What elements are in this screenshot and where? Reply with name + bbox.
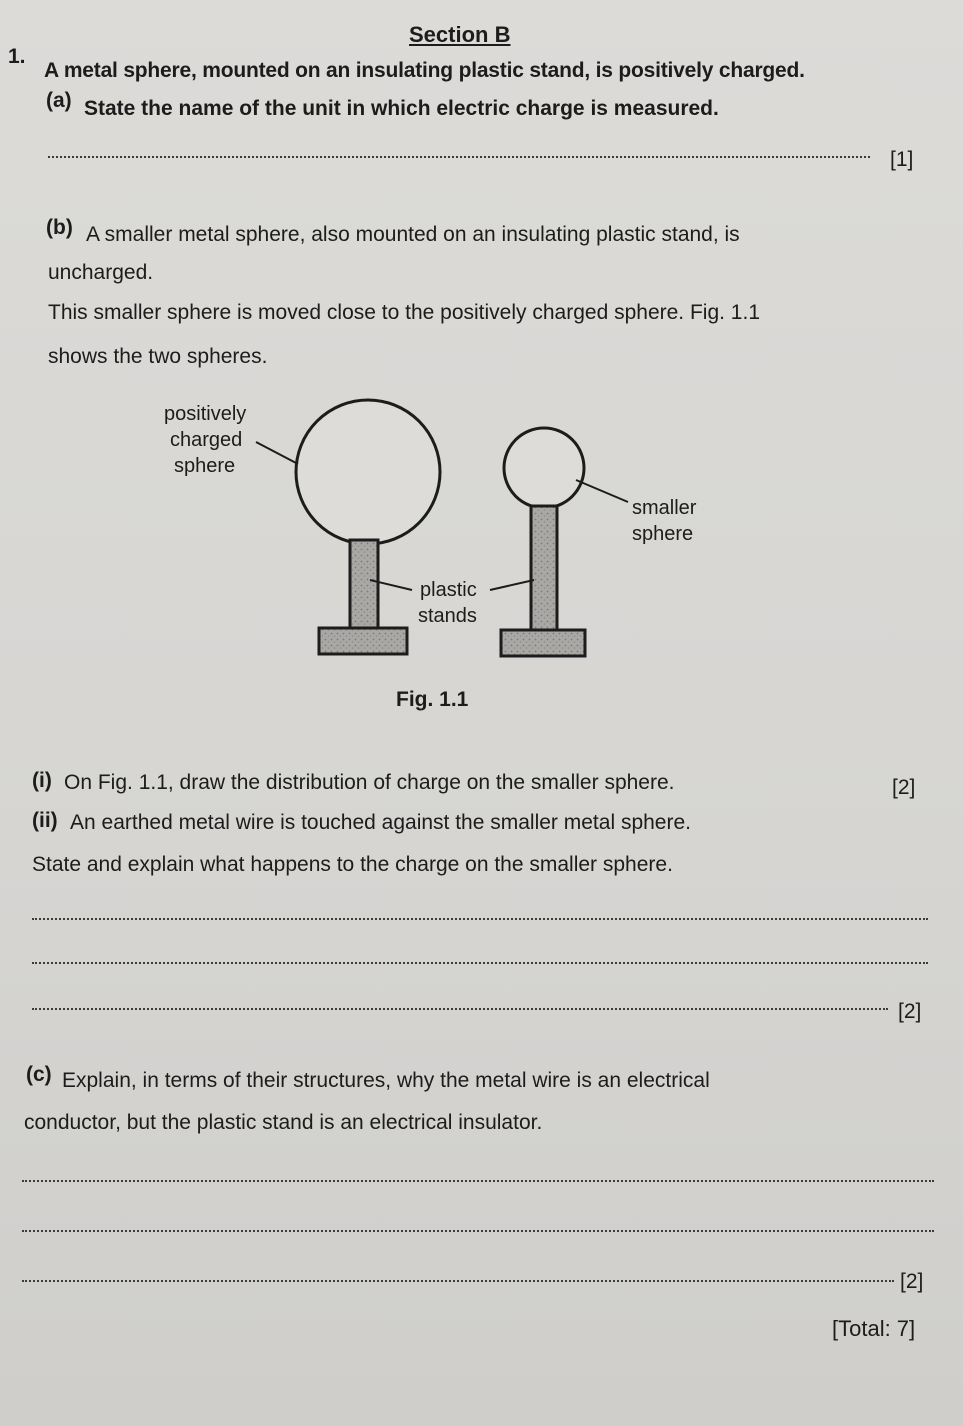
marks-a: [1] <box>890 148 914 171</box>
part-c-line2: conductor, but the plastic stand is an electrical insulator. <box>24 1111 543 1134</box>
section-title: Section B <box>409 22 511 47</box>
part-b-line4: shows the two spheres. <box>48 345 268 368</box>
part-bi-label: (i) <box>32 769 52 792</box>
part-bii-label: (ii) <box>32 809 58 832</box>
figure-1-1[interactable] <box>0 380 963 720</box>
part-bii-line2: State and explain what happens to the charge on the smaller sphere. <box>32 853 673 876</box>
leader-charged-sphere <box>256 442 298 464</box>
leader-smaller-sphere <box>576 480 628 502</box>
charged-sphere <box>296 400 440 544</box>
answer-line-c-3[interactable] <box>22 1280 894 1282</box>
question-intro: A metal sphere, mounted on an insulating plastic stand, is positively charged. <box>44 59 805 82</box>
figure-caption: Fig. 1.1 <box>396 688 469 711</box>
marks-bi: [2] <box>892 776 916 799</box>
answer-line-bii-3[interactable] <box>32 1008 888 1010</box>
part-c-line1: Explain, in terms of their structures, why the metal wire is an electrical <box>62 1069 710 1092</box>
answer-line-c-1[interactable] <box>22 1180 934 1182</box>
part-bi-text: On Fig. 1.1, draw the distribution of charge on the smaller sphere. <box>64 771 675 794</box>
answer-line-c-2[interactable] <box>22 1230 934 1232</box>
leader-stand-right <box>490 580 534 590</box>
small-stand-post <box>531 506 557 632</box>
small-stand-base <box>501 630 585 656</box>
part-b-line2: uncharged. <box>48 261 154 284</box>
marks-bii: [2] <box>898 1000 922 1023</box>
part-a-label: (a) <box>46 89 72 112</box>
label-sphere: sphere <box>174 455 236 477</box>
label-positively: positively <box>164 403 247 425</box>
question-number: 1. <box>8 45 26 68</box>
part-b-line1: A smaller metal sphere, also mounted on an insulating plastic stand, is <box>86 223 740 246</box>
label-smaller: smaller <box>632 497 697 519</box>
part-a-text: State the name of the unit in which electric charge is measured. <box>84 97 719 120</box>
label-stands: stands <box>418 605 477 627</box>
label-smaller-sphere: sphere <box>632 523 694 545</box>
label-plastic: plastic <box>420 579 477 601</box>
label-charged: charged <box>170 429 243 451</box>
total-marks: [Total: 7] <box>832 1316 916 1341</box>
marks-c: [2] <box>900 1270 924 1293</box>
part-b-line3: This smaller sphere is moved close to the positively charged sphere. Fig. 1.1 <box>48 301 761 324</box>
large-stand-base <box>319 628 407 654</box>
part-c-label: (c) <box>26 1063 52 1086</box>
smaller-sphere[interactable] <box>504 428 584 508</box>
answer-line-bii-2[interactable] <box>32 962 928 964</box>
large-stand-post <box>350 540 378 630</box>
part-b-label: (b) <box>46 216 73 239</box>
part-bii-line1: An earthed metal wire is touched against the smaller metal sphere. <box>70 811 691 834</box>
answer-line-a[interactable] <box>48 156 870 158</box>
answer-line-bii-1[interactable] <box>32 918 928 920</box>
